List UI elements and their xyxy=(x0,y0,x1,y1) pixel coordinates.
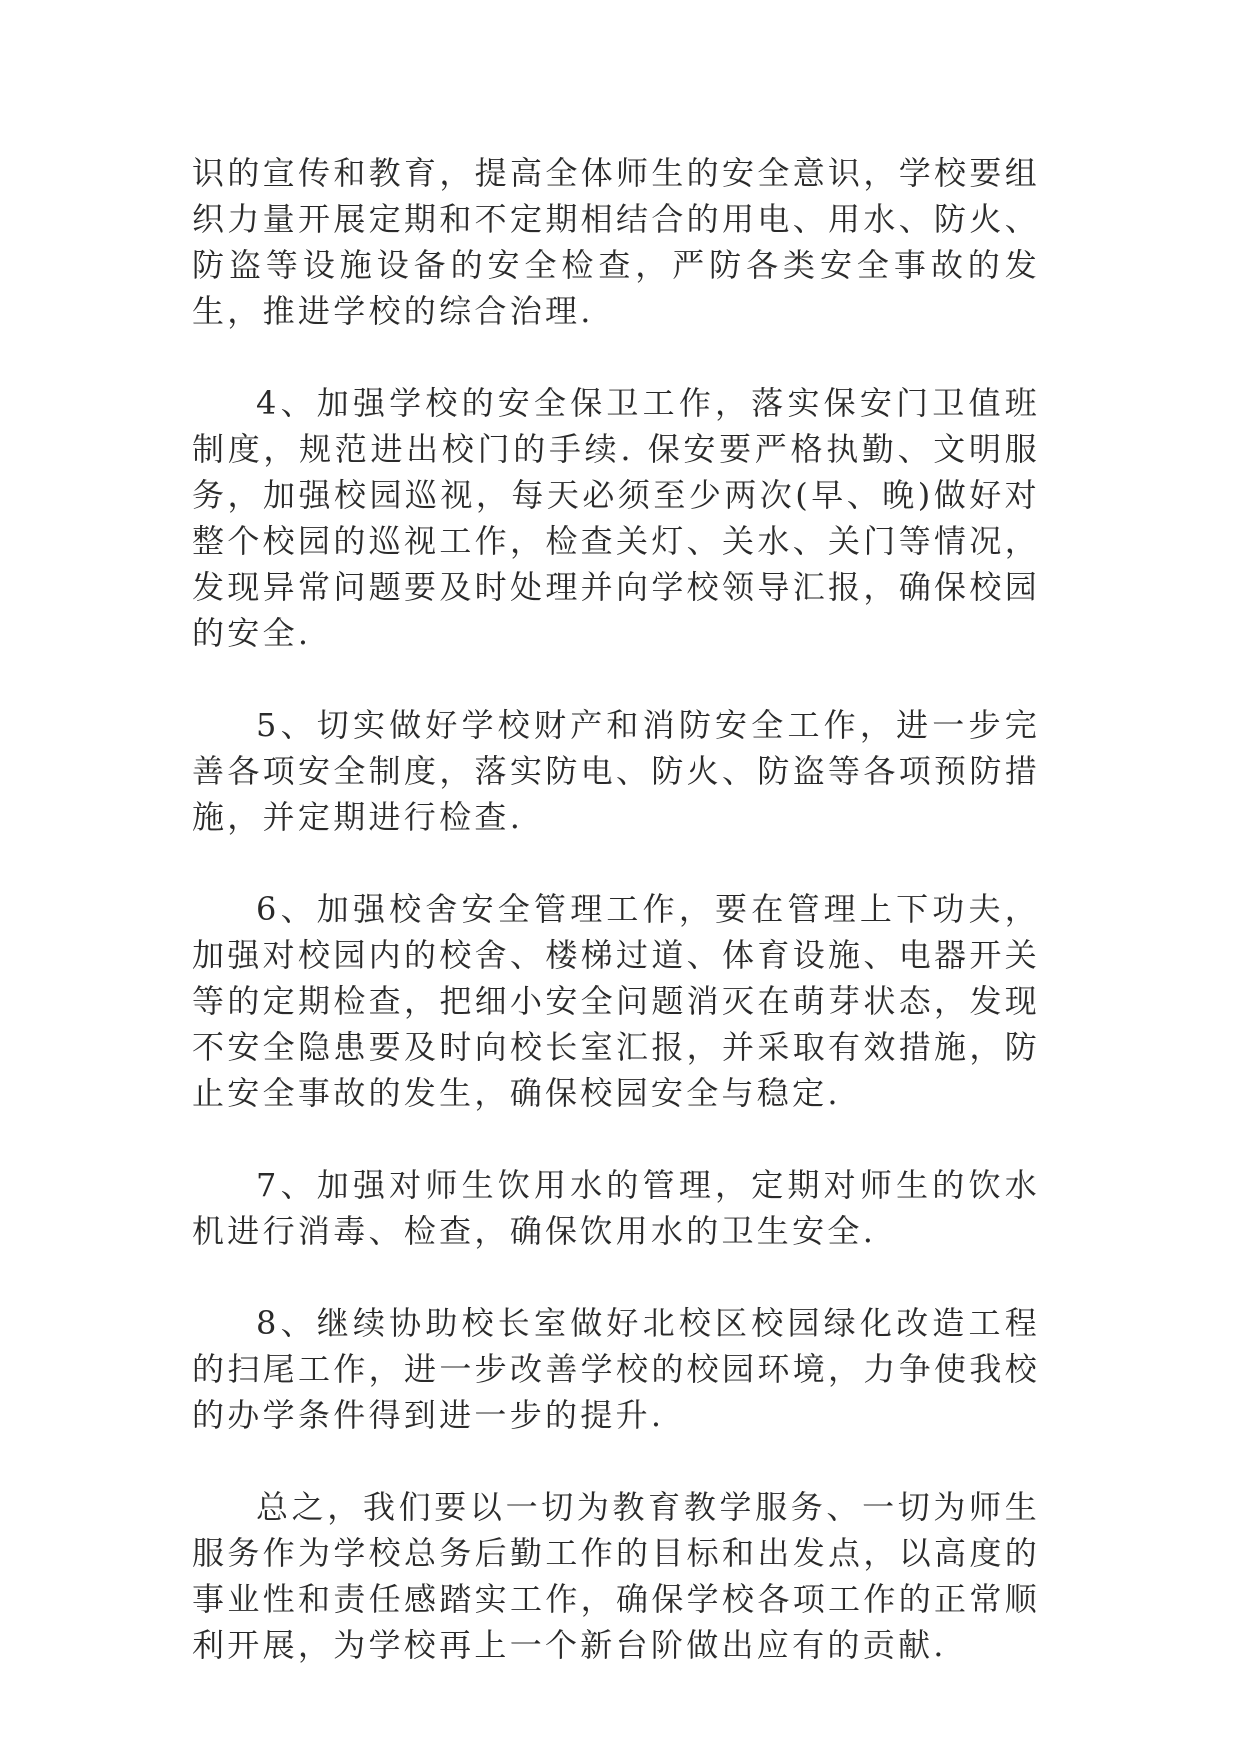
paragraph-item-7: 7、加强对师生饮用水的管理，定期对师生的饮水机进行消毒、检查，确保饮用水的卫生安全. xyxy=(192,1166,1040,1250)
paragraph-continuation: 识的宣传和教育，提高全体师生的安全意识，学校要组织力量开展定期和不定期相结合的用电、用水、防火、防盗等设施设备的安全检查，严防各类安全事故的发生，推进学校的综合治理. xyxy=(192,154,1040,330)
paragraph-item-5: 5、切实做好学校财产和消防安全工作，进一步完善各项安全制度，落实防电、防火、防盗等各项预防措施，并定期进行检查. xyxy=(192,706,1040,836)
paragraph-item-8: 8、继续协助校长室做好北校区校园绿化改造工程的扫尾工作，进一步改善学校的校园环境，力争使我校的办学条件得到进一步的提升. xyxy=(192,1304,1040,1434)
paragraph-item-4: 4、加强学校的安全保卫工作，落实保安门卫值班制度，规范进出校门的手续. 保安要严格执勤、文明服务，加强校园巡视，每天必须至少两次(早、晚)做好对整个校园的巡视工作，检查关灯、关水、关门等情况，发现异常问题要及时处理并向学校领导汇报，确保校园的安全. xyxy=(192,384,1040,652)
paragraph-conclusion: 总之，我们要以一切为教育教学服务、一切为师生服务作为学校总务后勤工作的目标和出发点，以高度的事业性和责任感踏实工作，确保学校各项工作的正常顺利开展，为学校再上一个新台阶做出应有的贡献. xyxy=(192,1488,1040,1664)
paragraph-item-6: 6、加强校舍安全管理工作，要在管理上下功夫，加强对校园内的校舍、楼梯过道、体育设施、电器开关等的定期检查，把细小安全问题消灭在萌芽状态，发现不安全隐患要及时向校长室汇报，并采取有效措施，防止安全事故的发生，确保校园安全与稳定. xyxy=(192,890,1040,1112)
document-page xyxy=(192,150,1040,1714)
